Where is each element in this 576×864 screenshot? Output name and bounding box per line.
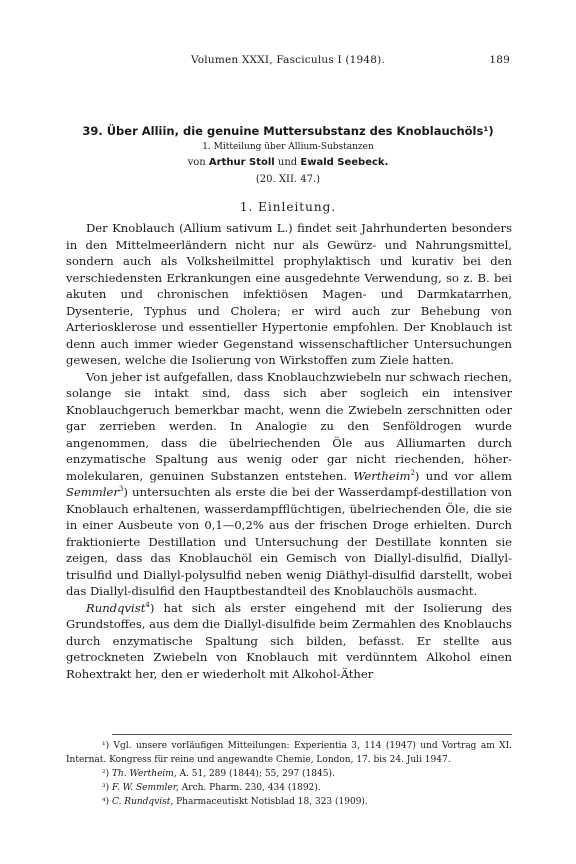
author-name: Ewald Seebeck. [300, 157, 389, 168]
cited-author: Semmler [66, 485, 119, 499]
footnote-text: Pharmaceutiskt Notisblad 18, 323 (1909). [176, 797, 368, 807]
section-heading: 1. Einleitung. [239, 200, 337, 214]
paragraph: Der Knoblauch (Allium sativum L.) findet seit Jahrhunderten besonders in den Mittelmeerländern nicht nur als Gewürz- und Nahrungsmittel, sondern auch als Volksheilmittel prophylaktisch und kurativ bei den verschiedensten Erkrankungen eine ausgedehnte Verwendung, so z. B. bei akuten und chronischen infektiösen Magen- und Darmkatarrhen, Dysenterie, Typhus und Cholera; er wird auch zur Behebung von Arteriosklerose und essentieller Hypertonie empfohlen. Der Knoblauch ist denn auch immer wieder Gegenstand wissenschaftlicher Untersuchungen gewesen, welche die Isolierung von Wirkstoffen zum Ziele hatten. [66, 221, 512, 367]
cited-author: Wertheim [353, 468, 411, 483]
paragraph-text: ) hat sich als erster eingehend mit der Isolierung des Grundstoffes, aus dem die Diallyl-disulfide beim Zermahlen des Knoblauchs durch enzymatische Spaltung sich bilden, befasst. Er stellte aus getrockneten Zwiebeln von Knoblauch mit verdünntem Alkohol einen Rohextrakt her, den er wiederholt mit Alkohol-Äther [66, 600, 512, 681]
paragraph-text: Von jeher ist aufgefallen, dass Knoblauchzwiebeln nur schwach riechen, solange sie intakt sind, dass sich aber sogleich ein intensiver Knoblauchgeruch bemerkbar macht, wenn die Zwiebeln zerschnitten oder gar zerrieben werden. In Analogie zu den Senföldrogen wurde angenommen, dass die übelriechenden Öle aus Alliumarten durch enzymatische Spaltung aus wenig oder gar nicht riechenden, höher-molekularen, genuinen Substanzen entstehen. [66, 369, 512, 483]
authors-conjunction: und [277, 157, 298, 168]
footnote-author: C. Rundqvist, [112, 797, 174, 807]
article-title: 39. Über Alliin, die genuine Muttersubstanz des Knoblauchöls¹) [82, 124, 494, 138]
paragraph [66, 369, 512, 600]
footnote [66, 767, 512, 781]
footnote-text: Arch. Pharm. 230, 434 (1892). [181, 783, 321, 793]
page-number: 189 [489, 54, 510, 66]
article-subtitle: 1. Mitteilung über Allium-Substanzen [202, 142, 374, 152]
cited-author: Rundqvist [86, 600, 146, 615]
footnote-text: A. 51, 289 (1844); 55, 297 (1845). [179, 769, 335, 779]
footnotes [66, 739, 512, 809]
footnote-number: ⁴) [102, 797, 110, 807]
body-text [66, 220, 512, 682]
footnote-author: Th. Wertheim, [112, 769, 177, 779]
footnote-ref: 4 [145, 600, 150, 609]
paragraph [66, 600, 512, 683]
paragraph-text: ) und vor allem [414, 468, 512, 483]
footnote-number: ³) [102, 783, 110, 793]
author-name: Arthur Stoll [208, 157, 275, 168]
footnote-author: F. W. Semmler, [112, 783, 179, 793]
footnote [66, 781, 512, 795]
footnote-divider [112, 734, 512, 735]
footnote-ref: 3 [118, 485, 124, 494]
paragraph-text: ) untersuchten als erste die bei der Wasserdampf-destillation von Knoblauch erhaltenen, wasserdampfflüchtigen, übelriechenden Öle, die sie in einer Ausbeute von 0,1—0,2% aus der frischen Droge erhielten. Durch fraktionierte Destillation und Untersuchung der Destillate konnten sie zeigen, dass das Knoblauchöl ein Gemisch von Diallyl-disulfid, Diallyl-trisulfid und Diallyl-polysulfid neben wenig Diäthyl-disulfid darstellt, wobei das Diallyl-disulfid den Hauptbestandteil des Knoblauchöls ausmacht. [66, 485, 512, 598]
footnote [66, 795, 512, 809]
journal-volume: Volumen XXXI, Fasciculus I (1948). [190, 54, 386, 66]
running-head [66, 54, 510, 66]
footnote-number: ²) [102, 769, 110, 779]
footnote-ref: 2 [410, 468, 415, 477]
footnote: ¹) Vgl. unsere vorläufigen Mitteilungen: Experientia 3, 114 (1947) und Vortrag am XI. Internat. Kongress für reine und angewandte Chemie, London, 17. bis 24. Juli 1947. [66, 741, 512, 765]
authors-prefix: von [187, 157, 206, 168]
received-date: (20. XII. 47.) [255, 174, 321, 185]
author-line [66, 157, 510, 168]
